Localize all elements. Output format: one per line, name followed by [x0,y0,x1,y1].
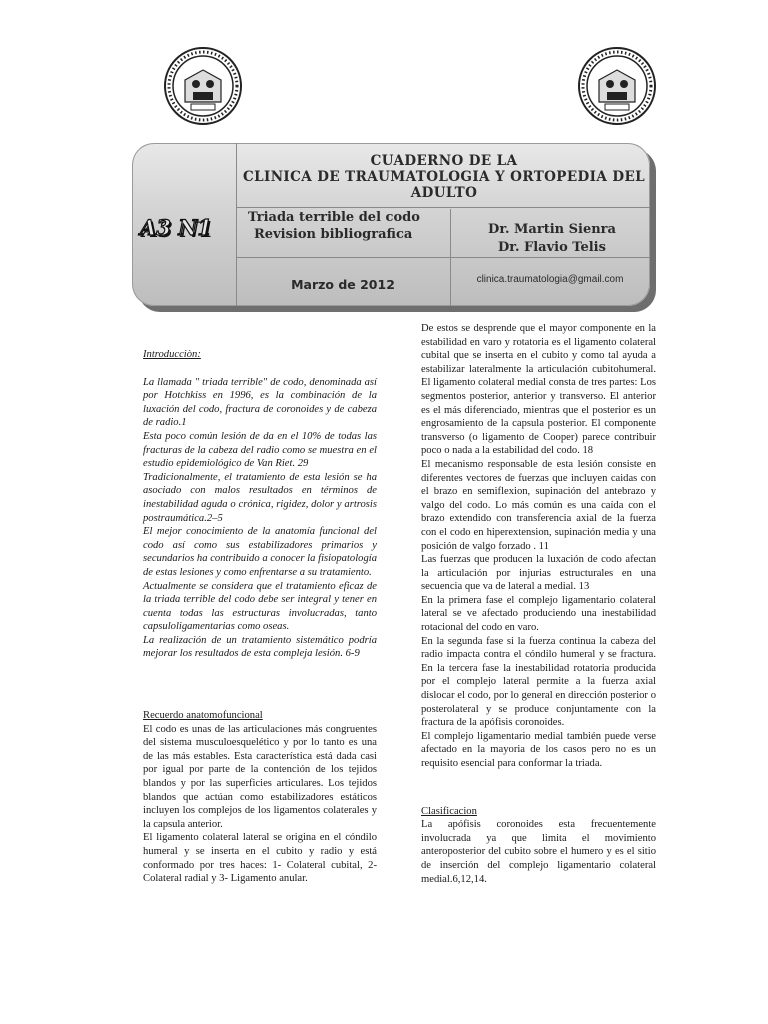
section-heading-clasificacion: Clasificacion [421,805,477,817]
paragraph: Actualmente se considera que el tratamiento eficaz de la triada terrible del codo debe ser integral y tener en cuenta todas las estructuras involucradas, tanto capsuloligamentarias como oseas. [143,580,377,633]
paragraph: De estos se desprende que el mayor componente en la estabilidad en varo y rotatoria es el ligamento colateral cubital que se inserta en el cubito y como tal ayuda a estabilizar lateralmente la articulación cubitohumeral. El ligamento colateral medial consta de tres partes: Los segmentos posterior, anterior y transverso. El anterior es el más diferenciado, mientras que el posterior es un engrosamiento de la capsula posterior. El componente transverso (o ligamento de Cooper) parece contribuir poco o nada a la estabilidad del codo. 18 [421,323,656,457]
publication-title-line: ADULTO [410,185,478,201]
paragraph: El ligamento colateral lateral se origina en el cóndilo humeral y se inserta en el cubito y radio y está conformado por tres haces: 1- Colateral cubital, 2- Colateral radial y 3- Ligamento anular. [143,832,377,885]
paragraph: El complejo ligamentario medial también puede verse afectado en la mayoria de los casos pero no es un requisito esencial para conformar la triada. [421,730,656,769]
masthead-box [132,143,650,306]
paragraph: Tradicionalmente, el tratamiento de esta lesión se ha asociado con malos resultados en términos de inestabilidad aguda o crónica, rigidez, dolor y artrosis postraumática.2–5 [143,471,377,524]
paragraph: En la primera fase el complejo ligamentario colateral lateral se ve afectado produciendo una inestabilidad rotacional del codo en varo. [421,594,656,634]
article-topic-line: Revision bibliografica [254,227,413,242]
left-column [143,348,377,886]
masthead-divider [236,143,237,306]
publication-title [238,153,650,201]
paragraph: La apófisis coronoides esta frecuentemente involucrada ya que limita el movimiento anteroposterior del cubito sobre el humero y es el sitio de inserción del complejo ligamentario colateral medial.6,12,14. [421,819,656,885]
article-topic [248,209,448,243]
paragraph: La llamada " triada terrible" de codo, denominada así por Hotchkiss en 1996, es la combinación de la luxación del codo, fractura de coronoides y de cabeza de radio.1 [143,376,377,429]
contact-email[interactable]: clinica.traumatologia@gmail.com [476,274,624,285]
masthead-divider [236,257,650,258]
university-seal-right [577,46,657,126]
issue-code: A3 N1 [140,215,213,240]
masthead-divider [236,207,650,208]
paragraph: El mejor conocimiento de la anatomía funcional del codo así como sus estabilizadores primarios y secundarios ha contribuido a conocer la fisiopatología de estas lesiones y como enfrentarse a su tratamiento. [143,526,377,578]
author-name: Dr. Martin Sienra [488,222,616,237]
section-heading-recuerdo-anatomofuncional: Recuerdo anatomofuncional [143,710,263,722]
introduction-text [143,376,377,661]
paragraph: El mecanismo responsable de esta lesión consiste en diferentes vectores de fuerzas que incluyen caidas con el brazo en semiflexion, supinación del antebrazo y valgo del codo. Lo más común es una caída con el brazo extendido con transferencia axial de la fuerza con el codo en hiperextension, supinación media y una posición de valgo forzado . 11 [421,458,656,552]
publication-title-line: CUADERNO DE LA [370,153,518,169]
paragraph: Las fuerzas que producen la luxación de codo afectan la articulación por injurias estructurales en una secuencia que va de lateral a medial. 13 [421,554,656,593]
author-list [462,221,642,257]
university-seal-left [163,46,243,126]
paragraph: El codo es unas de las articulaciones más congruentes del sistema musculoesquelético y por lo tanto es una de las más estables. Esta característica está dada casi por igual por parte de la contención de los tejidos blandos y por las superficies articulares. Los tejidos blandos que actúan como estabilizadores estáticos incluyen los complejos de los ligamentos colaterales y la capsula anterior. [143,723,377,830]
right-column [421,322,656,886]
article-topic-line: Triada terrible del codo [248,210,420,225]
paragraph: Esta poco común lesión de da en el 10% de todas las fracturas de la cabeza del radio como se muestra en el estudio epidemiológico de Van Riet. 29 [143,430,377,470]
paragraph: La realización de un tratamiento sistemático podría mejorar los resultados de esta compleja lesión. 6-9 [143,634,377,660]
publication-date: Marzo de 2012 [291,277,395,292]
publication-title-line: CLINICA DE TRAUMATOLOGIA Y ORTOPEDIA DEL [242,169,646,185]
author-name: Dr. Flavio Telis [498,240,606,255]
paragraph: En la segunda fase si la fuerza continua la cabeza del radio impacta contra el cóndilo humeral y se fractura. En la tercera fase la inestabilidad rotatoria producida por el complejo lateral permite a la fuerza axial dislocar el codo, por lo general en dirección posterior o posterolateral y se produce conjuntamente con la fractura de la apófisis coronoides. [421,635,656,729]
section-heading-introduccion: Introducciòn: [143,349,201,360]
